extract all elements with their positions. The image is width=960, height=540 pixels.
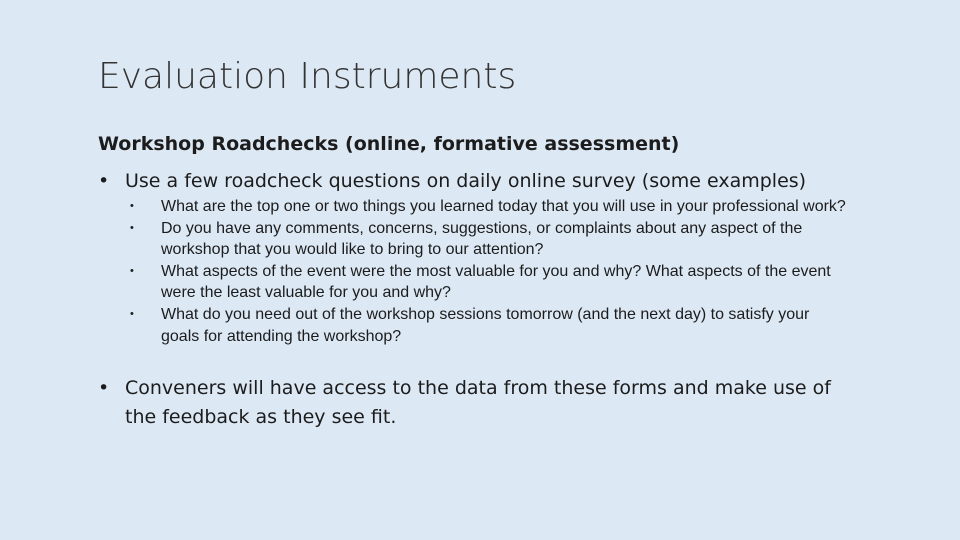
- section-heading: Workshop Roadchecks (online, formative assessment): [98, 133, 680, 155]
- bullet-icon: •: [98, 377, 110, 399]
- sub-bullet-text: What aspects of the event were the most valuable for you and why? What aspects of the event were the least valuable for you and why?: [161, 262, 831, 302]
- sub-bullet-text: Do you have any comments, concerns, suggestions, or complaints about any aspect of the workshop that you would like to bring to our attention?: [161, 219, 803, 259]
- example-questions-list: [130, 196, 850, 347]
- slide-title: Evaluation Instruments: [98, 56, 517, 97]
- bullet-item: [98, 374, 838, 432]
- sub-bullet-icon: •: [130, 221, 134, 234]
- sub-bullet-icon: •: [130, 307, 134, 320]
- sub-bullet-item: [130, 261, 850, 304]
- sub-bullet-text: What do you need out of the workshop sessions tomorrow (and the next day) to satisfy your goals for attending the workshop?: [161, 305, 810, 345]
- sub-bullet-icon: •: [130, 200, 134, 212]
- bullet-icon: •: [98, 170, 110, 192]
- sub-bullet-item: [130, 196, 850, 218]
- sub-bullet-icon: •: [130, 264, 134, 277]
- bullet-item: [98, 167, 838, 196]
- bullet-text: Conveners will have access to the data from these forms and make use of the feedback as they see fit.: [125, 377, 831, 428]
- bullet-text: Use a few roadcheck questions on daily online survey (some examples): [125, 170, 807, 192]
- sub-bullet-text: What are the top one or two things you learned today that you will use in your professional work?: [161, 198, 846, 215]
- sub-bullet-item: [130, 304, 850, 347]
- sub-bullet-item: [130, 218, 850, 261]
